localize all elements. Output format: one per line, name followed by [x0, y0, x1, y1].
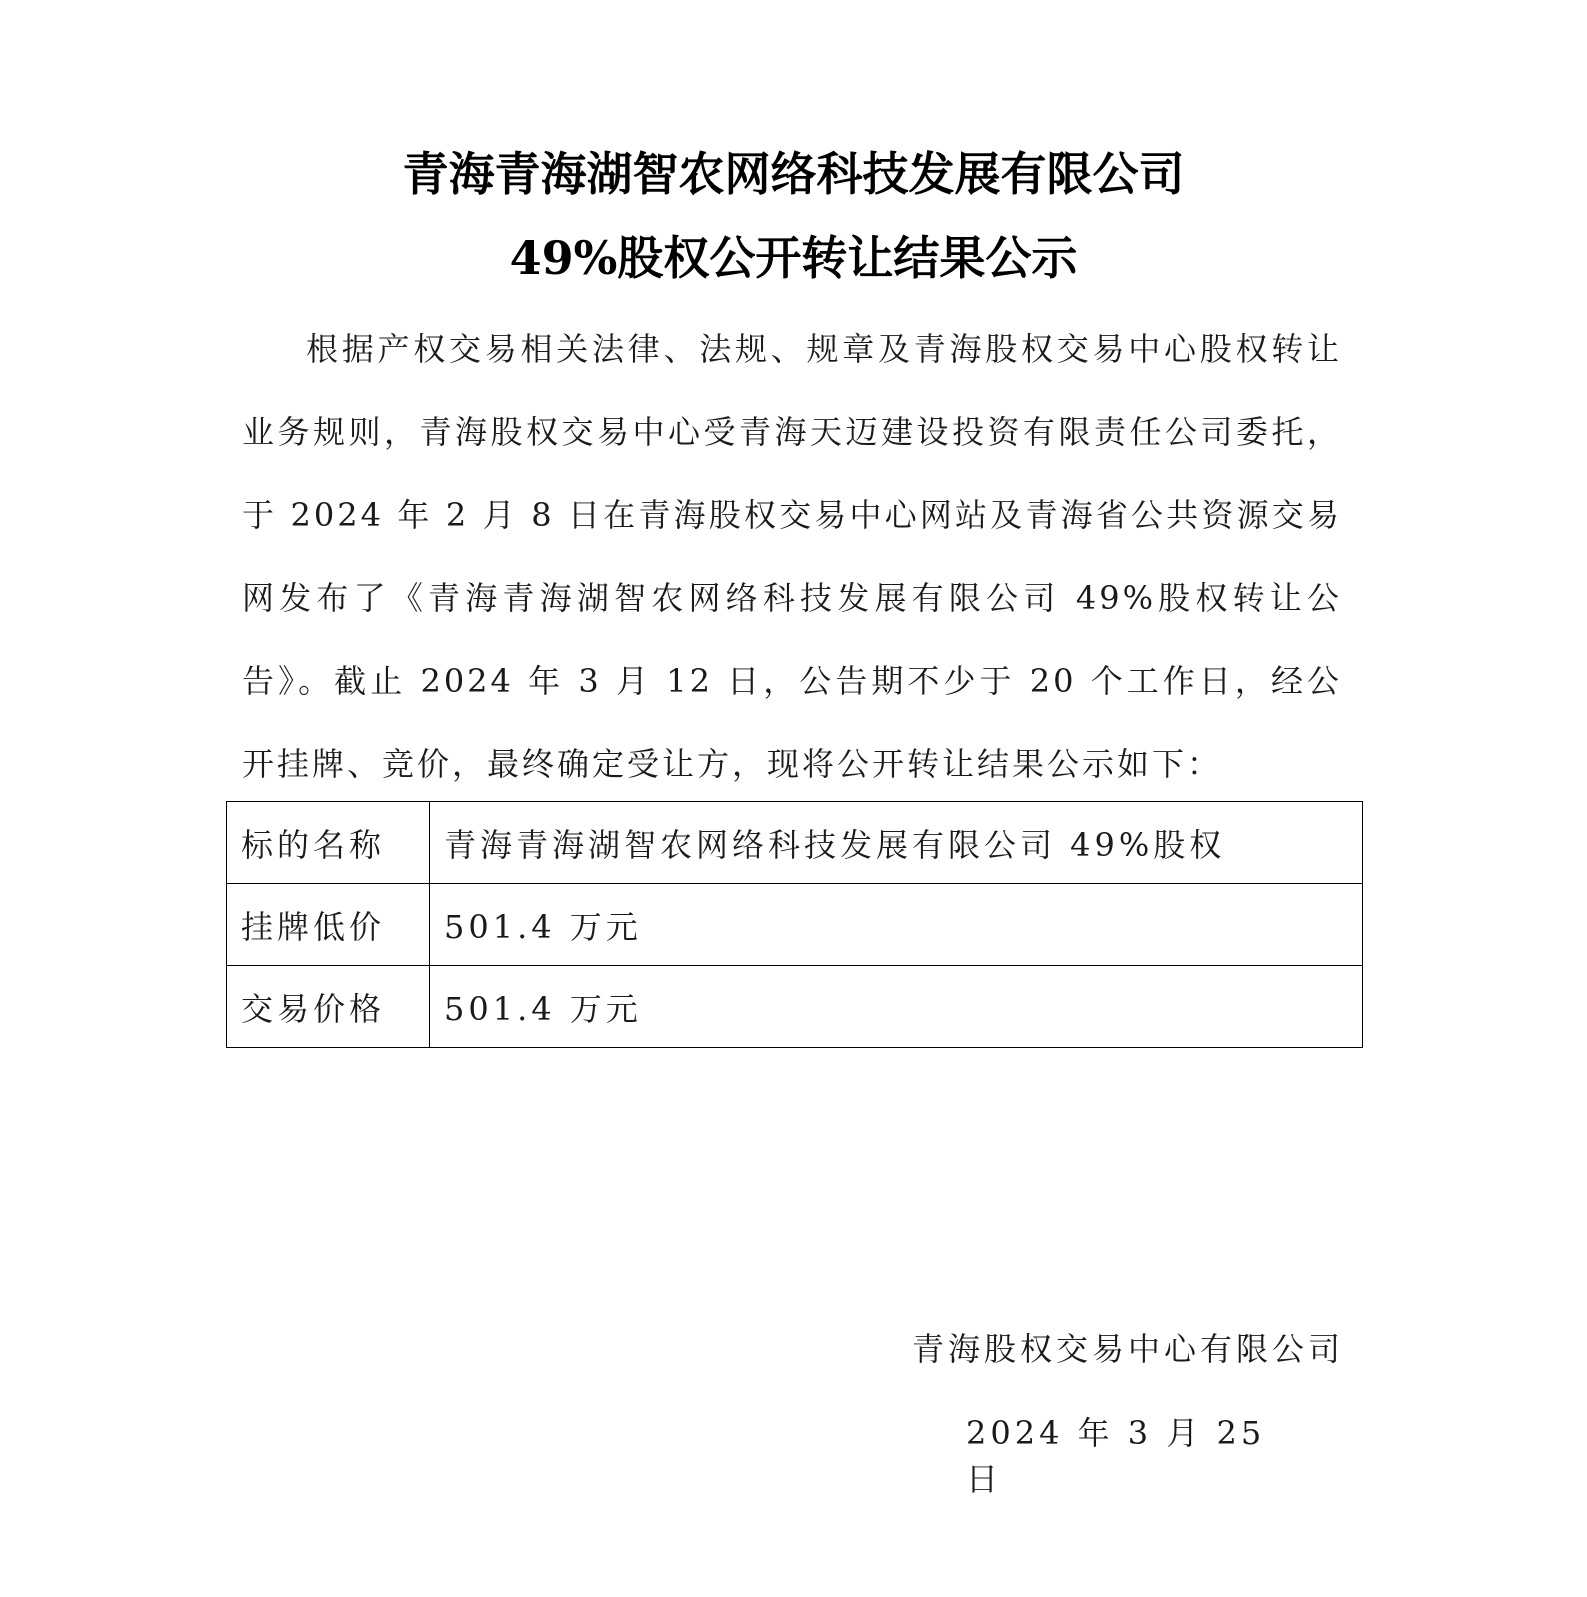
signer-organization: 青海股权交易中心有限公司 [911, 1330, 1344, 1368]
result-table [226, 801, 1363, 1048]
table-value-cell: 青海青海湖智农网络科技发展有限公司 49%股权 [430, 802, 1363, 884]
table-label-cell: 标的名称 [227, 802, 430, 884]
table-row [227, 884, 1363, 966]
table-value-cell: 501.4 万元 [430, 884, 1363, 966]
table-row [227, 966, 1363, 1048]
document-title-line-1: 青海青海湖智农网络科技发展有限公司 [402, 147, 1185, 201]
table-label-cell: 挂牌低价 [227, 884, 430, 966]
table-label-cell: 交易价格 [227, 966, 430, 1048]
signer-date: 2024 年 3 月 25 日 [966, 1414, 1266, 1498]
document-title-line-2: 49%股权公开转让结果公示 [509, 231, 1078, 285]
table-row [227, 802, 1363, 884]
announcement-body: 根据产权交易相关法律、法规、规章及青海股权交易中心股权转让业务规则，青海股权交易中心受青海天迈建设投资有限责任公司委托，于 2024 年 2 月 8 日在青海股权交易中心网站及青海省公共资源交易网发布了《青海青海湖智农网络科技发展有限公司 49%股权转让公告》。截止 2024 年 3 月 12 日，公告期不少于 20 个工作日，经公开挂牌、竞价，最终确定受让方，现将公开转让结果公示如下： [242, 330, 1342, 783]
table-value-cell: 501.4 万元 [430, 966, 1363, 1048]
